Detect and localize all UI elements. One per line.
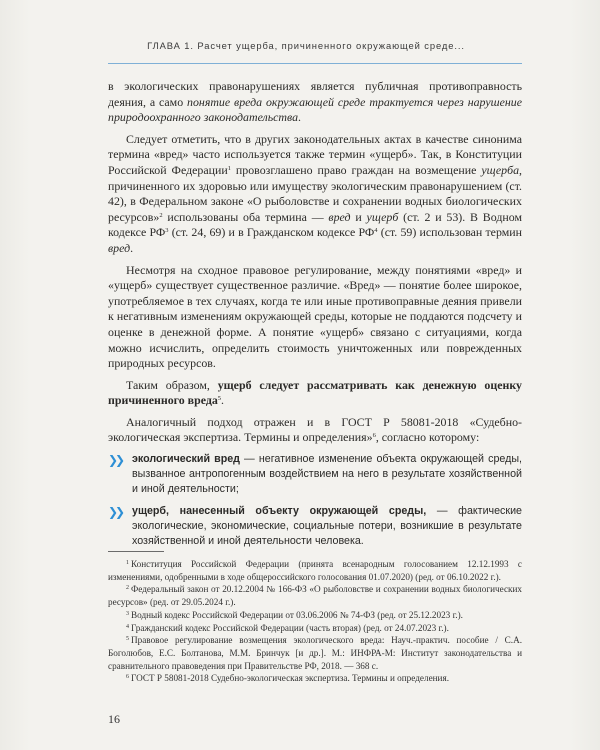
text-run: , согласно которому: <box>375 430 480 445</box>
running-head: ГЛАВА 1. Расчет ущерба, причиненного окружающей среде... <box>147 40 465 51</box>
italic-run: ущерба <box>481 162 520 177</box>
text-run: в экологических правонарушениях является публичная противоправность деяния, а само <box>108 79 522 109</box>
text-run: (ст. 59) использован термин <box>377 225 522 240</box>
definition-term: ущерб, нанесенный объекту окружающей среды, <box>132 504 427 517</box>
text-run: (ст. 2 и 53). В Водном кодексе РФ <box>108 209 522 240</box>
paragraph-4 <box>108 378 522 409</box>
footnote <box>108 558 522 583</box>
footnote-ref-6[interactable]: 6 <box>372 432 376 440</box>
text-run: . <box>130 240 134 255</box>
footnotes <box>108 558 522 685</box>
body-text <box>108 79 522 549</box>
paragraph-3: Несмотря на сходное правовое регулирование, между понятиями «вред» и «ущерб» существует существенное различие. «Вред» — понятие более широкое, употребляемое в тех случаях, когда те или иные противоправные деяния привели к негативным изменениям окружающей среды, которые не поддаются подсчету и оценке в денежной форме. А понятие «ущерб» связано с ситуациями, когда можно исчислить, определить стоимость уничтоженных или поврежденных природных ресурсов. <box>108 262 522 371</box>
paragraph-1 <box>108 79 522 126</box>
footnote <box>108 609 522 622</box>
text-run: использованы оба термина — <box>162 209 329 224</box>
footnote-number: 5 <box>126 636 129 643</box>
definition-item <box>108 504 522 550</box>
footnote-text: Водный кодекс Российской Федерации от 03.06.2006 № 74-ФЗ (ред. от 25.12.2023 г.). <box>131 609 463 620</box>
text-run: и <box>350 209 367 224</box>
definition-term: экологический вред <box>132 453 240 466</box>
italic-run: ущерб <box>366 209 399 224</box>
footnote-text: Федеральный закон от 20.12.2004 № 166-ФЗ «О рыболовстве и сохранении водных биологических ресурсов» (ред. от 29.05.2024 г.). <box>108 584 522 608</box>
definition-text: — негативное изменение объекта окружающей среды, вызванное антропогенным воздействием на него в результате хозяйственной и иной деятельности; <box>132 453 522 496</box>
footnote-number: 6 <box>126 674 129 681</box>
footnote <box>108 672 522 685</box>
text-run: Аналогичный подход отражен и в ГОСТ Р 58081-2018 «Судебно-экологическая экспертиза. Термины и определения» <box>108 414 522 445</box>
footnote <box>108 583 522 608</box>
text-run: Таким образом, <box>126 377 218 392</box>
header-rule <box>108 63 522 64</box>
footnote-text: Гражданский кодекс Российской Федерации (часть вторая) (ред. от 24.07.2023 г.). <box>131 622 449 633</box>
text-run: Следует отметить, что в других законодательных актах в качестве синонима термина «вред» часто используется также термин «ущерб». Так, в Конституции Российской Федерации <box>108 131 522 177</box>
footnote-number: 3 <box>126 610 129 617</box>
definition-text: — фактические экологические, экономические, социальные потери, возникшие в результате хозяйственной и иной деятельности человека. <box>132 504 522 548</box>
footnote-ref-4[interactable]: 4 <box>374 227 378 235</box>
footnote <box>108 622 522 635</box>
paragraph-5 <box>108 415 522 446</box>
footnote <box>108 634 522 672</box>
italic-run: вред <box>328 209 351 224</box>
double-chevron-right-icon: ❯❯ <box>108 453 123 468</box>
paragraph-2 <box>108 132 522 257</box>
footnote-text: Правовое регулирование возмещения экологического вреда: Науч.-практич. пособие / С.А. Боголюбов, Е.С. Болтанова, М.М. Бринчук [и др.]. М.: ИНФРА-М: Институт законодательства и сравнительного правоведения при Правительстве РФ, 2018. — 368 с. <box>108 635 522 671</box>
double-chevron-right-icon: ❯❯ <box>108 504 123 519</box>
footnote-number: 1 <box>126 560 129 566</box>
footnote-ref-5[interactable]: 5 <box>217 395 222 403</box>
text-run: , причиненного их здоровью или имуществу экологическим правонарушением (ст. 42), в Федеральном законе «О рыболовстве и сохранении водных биологических ресурсов» <box>108 162 522 224</box>
bold-run: ущерб следует рассматривать как денежную оценку причиненного вреда <box>108 377 522 408</box>
footnote-ref-3[interactable]: 3 <box>165 227 169 235</box>
text-run: . <box>298 110 302 125</box>
footnote-number: 4 <box>126 623 129 630</box>
footnote-text: ГОСТ Р 58081-2018 Судебно-экологическая экспертиза. Термины и определения. <box>131 673 450 684</box>
italic-run: понятие вреда окружающей среде трактуется через нарушение природоохранного законодательства <box>108 94 522 125</box>
footnote-text: Конституция Российской Федерации (принята всенародным голосованием 12.12.1993 с изменениями, одобренными в ходе общероссийского голосования 01.07.2020) (ред. от 06.10.2022 г.). <box>108 559 522 582</box>
text-run: . <box>221 393 225 408</box>
text-run: провозглашено право граждан на возмещение <box>230 162 482 177</box>
footnote-ref-2[interactable]: 2 <box>159 211 163 219</box>
page-number: 16 <box>108 712 120 726</box>
footnote-ref-1[interactable]: 1 <box>227 164 231 172</box>
italic-run: вред <box>108 240 131 255</box>
text-run: (ст. 24, 69) и в Гражданском кодексе РФ <box>168 225 375 240</box>
footnote-rule <box>108 551 164 552</box>
definition-item <box>108 452 522 498</box>
footnote-number: 2 <box>126 585 129 592</box>
